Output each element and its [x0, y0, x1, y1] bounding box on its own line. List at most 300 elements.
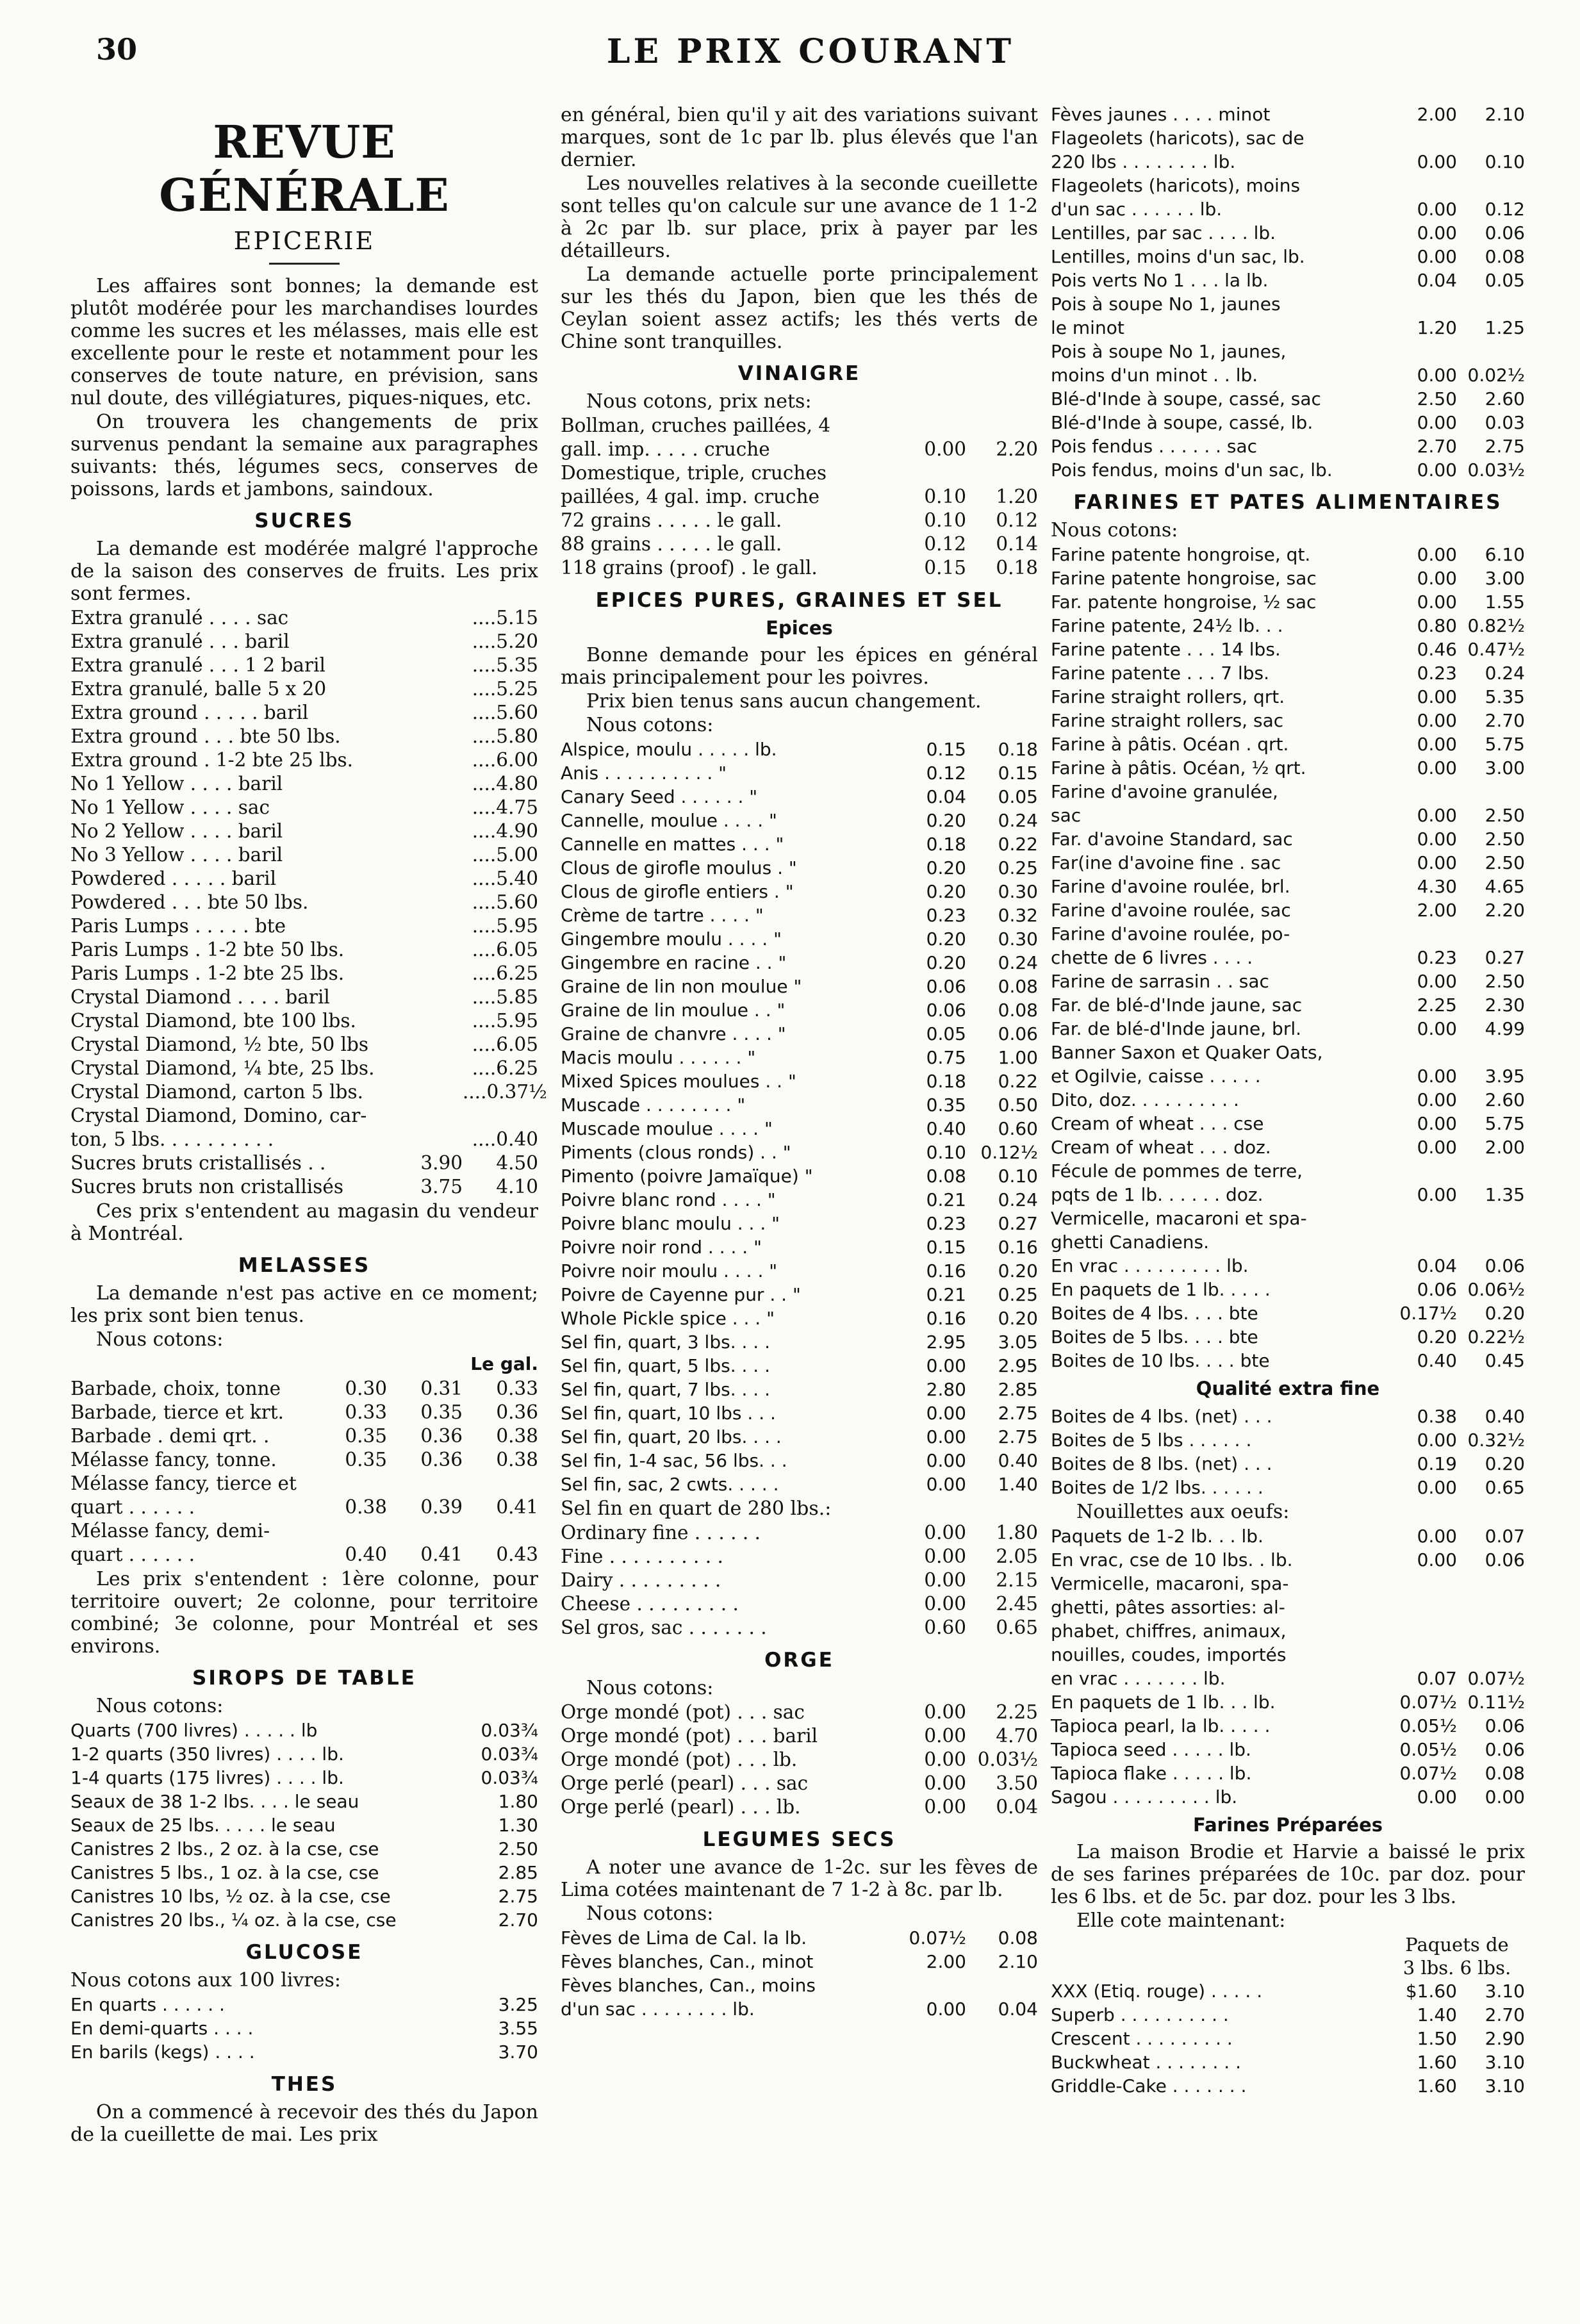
item-price: 3.25 — [498, 1994, 538, 2015]
price-row — [1051, 150, 1525, 174]
item-name: En paquets de 1 lb. . . . . — [1051, 1279, 1271, 1300]
item-price: 0.00 — [1417, 1786, 1457, 1808]
item-name: paillées, 4 gal. imp. cruche — [561, 486, 820, 507]
item-name: En vrac, cse de 10 lbs. . lb. — [1051, 1549, 1293, 1570]
item-name: Far. de blé-d'Inde jaune, sac — [1051, 994, 1303, 1016]
publication-title: LE PRIX COURANT — [606, 32, 1015, 71]
item-name: Sucres bruts cristallisés . . — [70, 1152, 326, 1174]
item-name: Graine de chanvre . . . . " — [561, 1023, 786, 1044]
item-price — [1389, 292, 1457, 316]
item-price: 0.10 — [924, 509, 966, 531]
item-name: No 1 Yellow . . . . baril — [70, 773, 283, 795]
item-price — [311, 1472, 387, 1496]
item-name: Fèves blanches, Can., moins — [561, 1975, 816, 1996]
item-price: 1.20 — [996, 486, 1038, 507]
price-row — [1051, 566, 1525, 590]
item-price: 0.18 — [996, 557, 1038, 579]
item-price: 0.12 — [924, 533, 966, 555]
item-price: 0.03¾ — [481, 1720, 538, 1741]
item-price — [1389, 1207, 1457, 1230]
paragraph: Les affaires sont bonnes; la demande est plutôt modérée pour les marchandises lourdes comme les sucres et les mélasses, mais elle est excellente pour le reste et notamment pour les conserves de toute nature, en prévision, sans nul doute, des villégiatures, piques-niques, etc. — [70, 275, 538, 409]
price-row — [70, 1424, 538, 1448]
item-price: 4.70 — [996, 1725, 1038, 1747]
item-price: 0.04 — [1417, 1255, 1457, 1276]
price-row — [1051, 732, 1525, 756]
item-price: 0.05 — [1485, 270, 1525, 291]
item-name: Farine d'avoine roulée, po- — [1051, 923, 1290, 944]
item-price: 0.18 — [926, 834, 966, 855]
item-name: Whole Pickle spice . . . " — [561, 1308, 775, 1329]
item-price — [387, 1519, 463, 1543]
price-row — [70, 1790, 538, 1813]
item-name: Superb . . . . . . . . . . — [1051, 2004, 1229, 2025]
item-price: 4.30 — [1417, 876, 1457, 897]
item-price: 1.40 — [998, 1474, 1038, 1495]
price-row — [70, 1377, 538, 1401]
item-name: 72 grains . . . . . le gall. — [561, 509, 782, 531]
price-row — [561, 903, 1038, 927]
item-price: ....5.00 — [472, 844, 538, 866]
item-name: Crystal Diamond, carton 5 lbs. — [70, 1081, 363, 1103]
item-price: 0.00 — [926, 1355, 966, 1376]
item-price: 0.38 — [496, 1449, 538, 1471]
item-price: 0.41 — [496, 1496, 538, 1518]
item-name: Paquets de 1-2 lb. . . lb. — [1051, 1526, 1263, 1547]
item-price: 1.30 — [498, 1815, 538, 1836]
item-name: Cream of wheat . . . cse — [1051, 1113, 1264, 1134]
heading-legumes: LEGUMES SECS — [702, 1828, 896, 1851]
item-price: 2.50 — [1485, 852, 1525, 873]
item-price: 4.50 — [496, 1152, 538, 1174]
spacer — [1051, 1933, 1389, 1956]
item-price: 1.35 — [1485, 1184, 1525, 1205]
item-price: 0.20 — [926, 857, 966, 878]
item-name: chette de 6 livres . . . . — [1051, 947, 1253, 968]
item-price: 0.00 — [1417, 1549, 1457, 1570]
item-price: 2.25 — [1417, 994, 1457, 1016]
item-price: 0.20 — [926, 928, 966, 950]
item-price: 0.00 — [1417, 1066, 1457, 1087]
item-price: 0.20 — [998, 1308, 1038, 1329]
item-price: 0.05½ — [1399, 1739, 1457, 1760]
item-name: Lentilles, par sac . . . . lb. — [1051, 222, 1276, 243]
price-row — [70, 914, 538, 938]
price-row — [561, 1449, 1038, 1472]
item-price: 0.12 — [996, 509, 1038, 531]
price-row — [1051, 1301, 1525, 1325]
item-price: 0.15 — [926, 739, 966, 760]
price-row — [1051, 1476, 1525, 1499]
item-price: 0.80 — [1417, 615, 1457, 636]
divider — [269, 263, 340, 265]
price-row — [561, 1569, 1038, 1592]
item-name: Sel gros, sac . . . . . . . — [561, 1617, 767, 1638]
price-row — [1051, 638, 1525, 661]
item-name: et Ogilvie, caisse . . . . . — [1051, 1066, 1261, 1087]
item-price — [894, 461, 966, 485]
item-name: Far(ine d'avoine fine . sac — [1051, 852, 1281, 873]
item-name: Seaux de 25 lbs. . . . . le seau — [70, 1815, 336, 1836]
price-row — [70, 1128, 538, 1151]
price-row — [1051, 1159, 1525, 1183]
paragraph: Nous cotons: — [1051, 519, 1178, 541]
price-row — [1051, 268, 1525, 292]
item-price: 1.40 — [1417, 2004, 1457, 2025]
item-price: 2.75 — [998, 1426, 1038, 1447]
item-name: Flageolets (haricots), moins — [1051, 175, 1301, 196]
price-row — [1051, 103, 1525, 126]
item-price: ....5.40 — [472, 868, 538, 889]
price-row — [1051, 1254, 1525, 1278]
price-row — [561, 556, 1038, 580]
item-price: 0.04 — [1417, 270, 1457, 291]
item-name: Mélasse fancy, tierce et — [70, 1472, 297, 1494]
item-price: ....5.60 — [472, 702, 538, 723]
item-name: Poivre noir rond . . . . " — [561, 1237, 762, 1258]
item-price — [463, 1519, 538, 1543]
item-price: 0.40 — [926, 1118, 966, 1139]
item-name: Flageolets (haricots), sac de — [1051, 128, 1304, 149]
price-row — [1051, 543, 1525, 566]
price-row — [70, 701, 538, 725]
item-name: Muscade moulue . . . . " — [561, 1118, 773, 1139]
item-price: ....5.95 — [472, 1010, 538, 1032]
item-price: 2.50 — [1485, 971, 1525, 992]
item-price: 0.40 — [1417, 1350, 1457, 1371]
item-name: d'un sac . . . . . . lb. — [1051, 199, 1222, 220]
item-price: 0.04 — [996, 1796, 1038, 1818]
item-price — [1457, 1159, 1525, 1183]
column-header — [1051, 1933, 1525, 1956]
price-row — [1051, 411, 1525, 434]
item-price: 0.00 — [926, 1426, 966, 1447]
item-price: 0.36 — [496, 1401, 538, 1423]
price-row — [561, 1592, 1038, 1616]
paragraph: A noter une avance de 1-2c. sur les fèves de Lima cotées maintenant de 7 1-2 à 8c. par lb. — [561, 1856, 1038, 1901]
item-price: 1.00 — [998, 1047, 1038, 1068]
item-price: 0.39 — [420, 1496, 463, 1518]
item-price: 2.95 — [998, 1355, 1038, 1376]
item-price: 0.16 — [926, 1260, 966, 1281]
price-row — [70, 1519, 538, 1543]
item-name: Pimento (poivre Jamaïque) " — [561, 1166, 813, 1187]
item-price: 0.00 — [1417, 151, 1457, 172]
item-price: 2.60 — [1485, 1089, 1525, 1110]
item-name: Farine straight rollers, sac — [1051, 710, 1284, 731]
item-name: Banner Saxon et Quaker Oats, — [1051, 1042, 1323, 1063]
item-price: 0.40 — [998, 1450, 1038, 1471]
item-price: 0.11½ — [1467, 1692, 1525, 1713]
paragraph: Nous cotons, prix nets: — [586, 390, 812, 413]
item-price: 0.00 — [1417, 568, 1457, 589]
item-name: Canistres 10 lbs, ½ oz. à la cse, cse — [70, 1886, 391, 1907]
price-row — [561, 1093, 1038, 1117]
paragraph: La demande est modérée malgré l'approche de la saison des conserves de fruits. Les prix sont fermes. — [70, 538, 538, 605]
paragraph: Nous cotons: — [96, 1695, 224, 1717]
unit-label: Le gal. — [470, 1353, 538, 1374]
paragraph: Bonne demande pour les épices en général mais principalement pour les poivres. — [561, 644, 1038, 689]
item-price: 0.35 — [345, 1449, 387, 1471]
item-price: 0.05½ — [1399, 1715, 1457, 1736]
item-name: Cream of wheat . . . doz. — [1051, 1137, 1271, 1158]
item-price: 0.20 — [926, 952, 966, 973]
item-price: 2.50 — [1485, 805, 1525, 826]
item-price: 0.00 — [1417, 828, 1457, 850]
paragraph: Nous cotons: — [586, 1902, 714, 1925]
price-row — [1051, 1785, 1525, 1809]
item-name: Farine patente, 24½ lb. . . — [1051, 615, 1283, 636]
item-name: phabet, chiffres, animaux, — [1051, 1620, 1287, 1642]
item-name: Tapioca flake . . . . . lb. — [1051, 1763, 1252, 1784]
item-price: 0.25 — [998, 1284, 1038, 1305]
item-name: Boites de 5 lbs . . . . . . — [1051, 1430, 1252, 1451]
item-price: 3.05 — [998, 1331, 1038, 1353]
item-price — [966, 1974, 1038, 1997]
item-name: Buckwheat . . . . . . . . — [1051, 2052, 1241, 2073]
item-price: 0.35 — [926, 1094, 966, 1116]
item-price — [1389, 1619, 1457, 1643]
price-row — [1051, 898, 1525, 922]
item-price — [1389, 922, 1457, 946]
item-price: 0.00 — [924, 1701, 966, 1723]
item-price: 0.21 — [926, 1284, 966, 1305]
item-price: ....6.05 — [472, 1034, 538, 1055]
column-header-text: 3 lbs. 6 lbs. — [1403, 1957, 1511, 1979]
item-price: 0.32 — [998, 905, 1038, 926]
item-price: 0.00 — [926, 1450, 966, 1471]
price-row — [1051, 1405, 1525, 1428]
item-price: 0.36 — [420, 1425, 463, 1447]
item-price: 0.10 — [924, 486, 966, 507]
price-row — [70, 1151, 538, 1175]
item-price: 3.10 — [1485, 2052, 1525, 2073]
item-price: 0.15 — [998, 762, 1038, 784]
paragraph: Les prix s'entendent : 1ère colonne, pour territoire ouvert; 2e colonne, pour territoire combiné; 3e colonne, pour Montréal et ses environs. — [70, 1568, 538, 1658]
item-price — [1457, 174, 1525, 197]
item-price: 0.07 — [1417, 1668, 1457, 1689]
item-price: ....6.25 — [472, 962, 538, 984]
item-name: Canistres 20 lbs., ¼ oz. à la cse, cse — [70, 1909, 397, 1931]
price-row — [1051, 1761, 1525, 1785]
price-row — [1051, 316, 1525, 340]
item-name: No 2 Yellow . . . . baril — [70, 820, 283, 842]
item-price: ....6.00 — [472, 749, 538, 771]
paragraph: La demande actuelle porte principalement sur les thés du Japon, bien que les thés de Ceylan soient assez actifs; les thés verts de Chine sont tranquilles. — [561, 263, 1038, 353]
item-name: Ordinary fine . . . . . . — [561, 1522, 761, 1544]
price-row — [1051, 1325, 1525, 1349]
price-row — [561, 1046, 1038, 1069]
item-price: 0.23 — [1417, 947, 1457, 968]
item-price: 0.00 — [924, 1772, 966, 1794]
item-price: 0.08 — [926, 1166, 966, 1187]
item-name: Extra ground . 1-2 bte 25 lbs. — [70, 749, 354, 771]
item-price: 1.80 — [498, 1791, 538, 1812]
item-price — [1389, 780, 1457, 804]
item-name: Sel fin, quart, 3 lbs. . . . — [561, 1331, 770, 1353]
item-name: 118 grains (proof) . le gall. — [561, 557, 818, 579]
item-price — [1389, 1041, 1457, 1064]
price-row — [561, 1378, 1038, 1401]
item-name: Crystal Diamond, ½ bte, 50 lbs — [70, 1034, 369, 1055]
item-price: 2.95 — [926, 1331, 966, 1353]
item-name: Crème de tartre . . . . " — [561, 905, 764, 926]
heading-sirops: SIROPS DE TABLE — [192, 1667, 416, 1690]
item-name: Clous de girofle entiers . " — [561, 881, 794, 902]
item-price: 0.07½ — [1467, 1668, 1525, 1689]
price-row — [1051, 1112, 1525, 1135]
paragraph: Nouillettes aux oeufs: — [1076, 1501, 1290, 1523]
item-price: 2.90 — [1485, 2028, 1525, 2049]
item-price: 0.38 — [496, 1425, 538, 1447]
item-name: Orge mondé (pot) . . . baril — [561, 1725, 818, 1747]
heading-sucres: SUCRES — [254, 509, 354, 532]
item-price: 0.07½ — [909, 1927, 966, 1949]
item-price: 0.03¾ — [481, 1743, 538, 1765]
price-row — [70, 1033, 538, 1057]
item-name: Orge mondé (pot) . . . sac — [561, 1701, 805, 1723]
item-price: 0.02½ — [1467, 365, 1525, 386]
item-price: 0.00 — [1417, 199, 1457, 220]
price-row — [1051, 1041, 1525, 1064]
item-price: 0.00 — [924, 1593, 966, 1615]
price-row — [561, 1926, 1038, 1950]
price-row — [70, 796, 538, 820]
price-row — [561, 832, 1038, 856]
item-price: 0.08 — [1485, 246, 1525, 267]
price-row — [1051, 827, 1525, 851]
price-row — [1051, 1428, 1525, 1452]
item-price: 0.00 — [1417, 1018, 1457, 1039]
item-price: 0.00 — [1417, 365, 1457, 386]
price-row — [70, 2016, 538, 2040]
price-row — [561, 1748, 1038, 1772]
item-price: 2.85 — [498, 1862, 538, 1883]
item-price: 2.75 — [998, 1403, 1038, 1424]
item-price: 0.00 — [1417, 246, 1457, 267]
price-row — [1051, 1690, 1525, 1714]
price-row — [70, 985, 538, 1009]
item-price: 0.00 — [1417, 757, 1457, 779]
item-price: 0.00 — [924, 1725, 966, 1747]
item-price: 0.06 — [1417, 1279, 1457, 1300]
price-row — [70, 1175, 538, 1199]
item-name: En barils (kegs) . . . . — [70, 2041, 255, 2063]
item-price: 2.30 — [1485, 994, 1525, 1016]
item-price: 2.70 — [1417, 436, 1457, 457]
item-price: 2.00 — [1417, 104, 1457, 125]
item-price: 2.80 — [926, 1379, 966, 1400]
price-row — [70, 772, 538, 796]
heading-farines: FARINES ET PATES ALIMENTAIRES — [1073, 491, 1502, 514]
item-price: ....5.85 — [472, 986, 538, 1008]
price-row — [70, 1401, 538, 1424]
item-price: 0.40 — [345, 1544, 387, 1565]
price-row — [561, 485, 1038, 509]
item-name: Boites de 5 lbs. . . . bte — [1051, 1326, 1258, 1347]
item-price: 6.10 — [1485, 544, 1525, 565]
item-price: 0.20 — [926, 810, 966, 831]
heading-thes: THES — [271, 2073, 338, 2096]
item-name: Paris Lumps . . . . . bte — [70, 915, 286, 937]
item-price: 0.00 — [924, 1522, 966, 1544]
price-row — [1051, 340, 1525, 363]
item-price: 0.07½ — [1399, 1692, 1457, 1713]
item-price: 5.75 — [1485, 1113, 1525, 1134]
price-row — [70, 1009, 538, 1033]
item-price: 0.00 — [924, 1545, 966, 1567]
price-row — [1051, 993, 1525, 1017]
item-price: 0.00 — [1417, 1137, 1457, 1158]
price-row — [561, 532, 1038, 556]
price-row — [70, 1057, 538, 1080]
price-row — [70, 843, 538, 867]
item-name: Farine patente . . . 14 lbs. — [1051, 639, 1281, 660]
page-header — [96, 32, 1525, 83]
item-price: 0.00 — [924, 1796, 966, 1818]
item-price: 0.05 — [926, 1023, 966, 1044]
price-row — [1051, 1452, 1525, 1476]
price-row — [561, 951, 1038, 975]
item-price: 0.08 — [1485, 1763, 1525, 1784]
price-row — [1051, 1183, 1525, 1207]
item-price: 2.00 — [1485, 1137, 1525, 1158]
price-row — [70, 725, 538, 748]
item-name: Boites de 1/2 lbs. . . . . . — [1051, 1477, 1263, 1498]
item-name: Farine patente hongroise, qt. — [1051, 544, 1311, 565]
price-row — [1051, 946, 1525, 969]
item-name: 1-4 quarts (175 livres) . . . . lb. — [70, 1767, 344, 1788]
price-row — [561, 809, 1038, 832]
item-price: 3.00 — [1485, 757, 1525, 779]
item-price: 0.82½ — [1467, 615, 1525, 636]
item-name: Boites de 8 lbs. (net) . . . — [1051, 1453, 1272, 1474]
price-row — [1051, 804, 1525, 827]
section-subtitle: EPICERIE — [233, 227, 375, 255]
item-price: 3.00 — [1485, 568, 1525, 589]
price-row — [1051, 1738, 1525, 1761]
item-price: 0.24 — [1485, 663, 1525, 684]
item-price: 0.00 — [1417, 544, 1457, 565]
price-row — [561, 1950, 1038, 1974]
item-name: Pois à soupe No 1, jaunes — [1051, 293, 1281, 315]
item-name: Paris Lumps . 1-2 bte 25 lbs. — [70, 962, 345, 984]
price-row — [1051, 1278, 1525, 1301]
price-row — [1051, 174, 1525, 197]
item-name: Pois verts No 1 . . . la lb. — [1051, 270, 1269, 291]
item-price — [1457, 1041, 1525, 1064]
item-price: 0.06 — [1485, 222, 1525, 243]
item-name: Fèves blanches, Can., minot — [561, 1951, 814, 1972]
item-price: ....0.40 — [472, 1128, 538, 1150]
item-price: ....5.20 — [472, 630, 538, 652]
item-name: Macis moulu . . . . . . " — [561, 1047, 756, 1068]
item-price: 4.10 — [496, 1176, 538, 1198]
item-price: 2.50 — [498, 1838, 538, 1859]
paragraph: Elle cote maintenant: — [1076, 1909, 1286, 1932]
item-name: Griddle-Cake . . . . . . . — [1051, 2075, 1247, 2097]
price-row — [1051, 1207, 1525, 1230]
item-price: 2.75 — [1485, 436, 1525, 457]
page-number: 30 — [96, 32, 138, 67]
item-price: 0.00 — [1417, 852, 1457, 873]
item-name: Sel fin, quart, 5 lbs. . . . — [561, 1355, 770, 1376]
paragraph: Nous cotons aux 100 livres: — [70, 1969, 341, 1991]
price-row — [561, 1354, 1038, 1378]
item-price: 0.03 — [1485, 412, 1525, 433]
item-name: Boites de 4 lbs. (net) . . . — [1051, 1406, 1272, 1427]
item-name: Farine patente hongroise, sac — [1051, 568, 1317, 589]
item-price — [1389, 1230, 1457, 1254]
